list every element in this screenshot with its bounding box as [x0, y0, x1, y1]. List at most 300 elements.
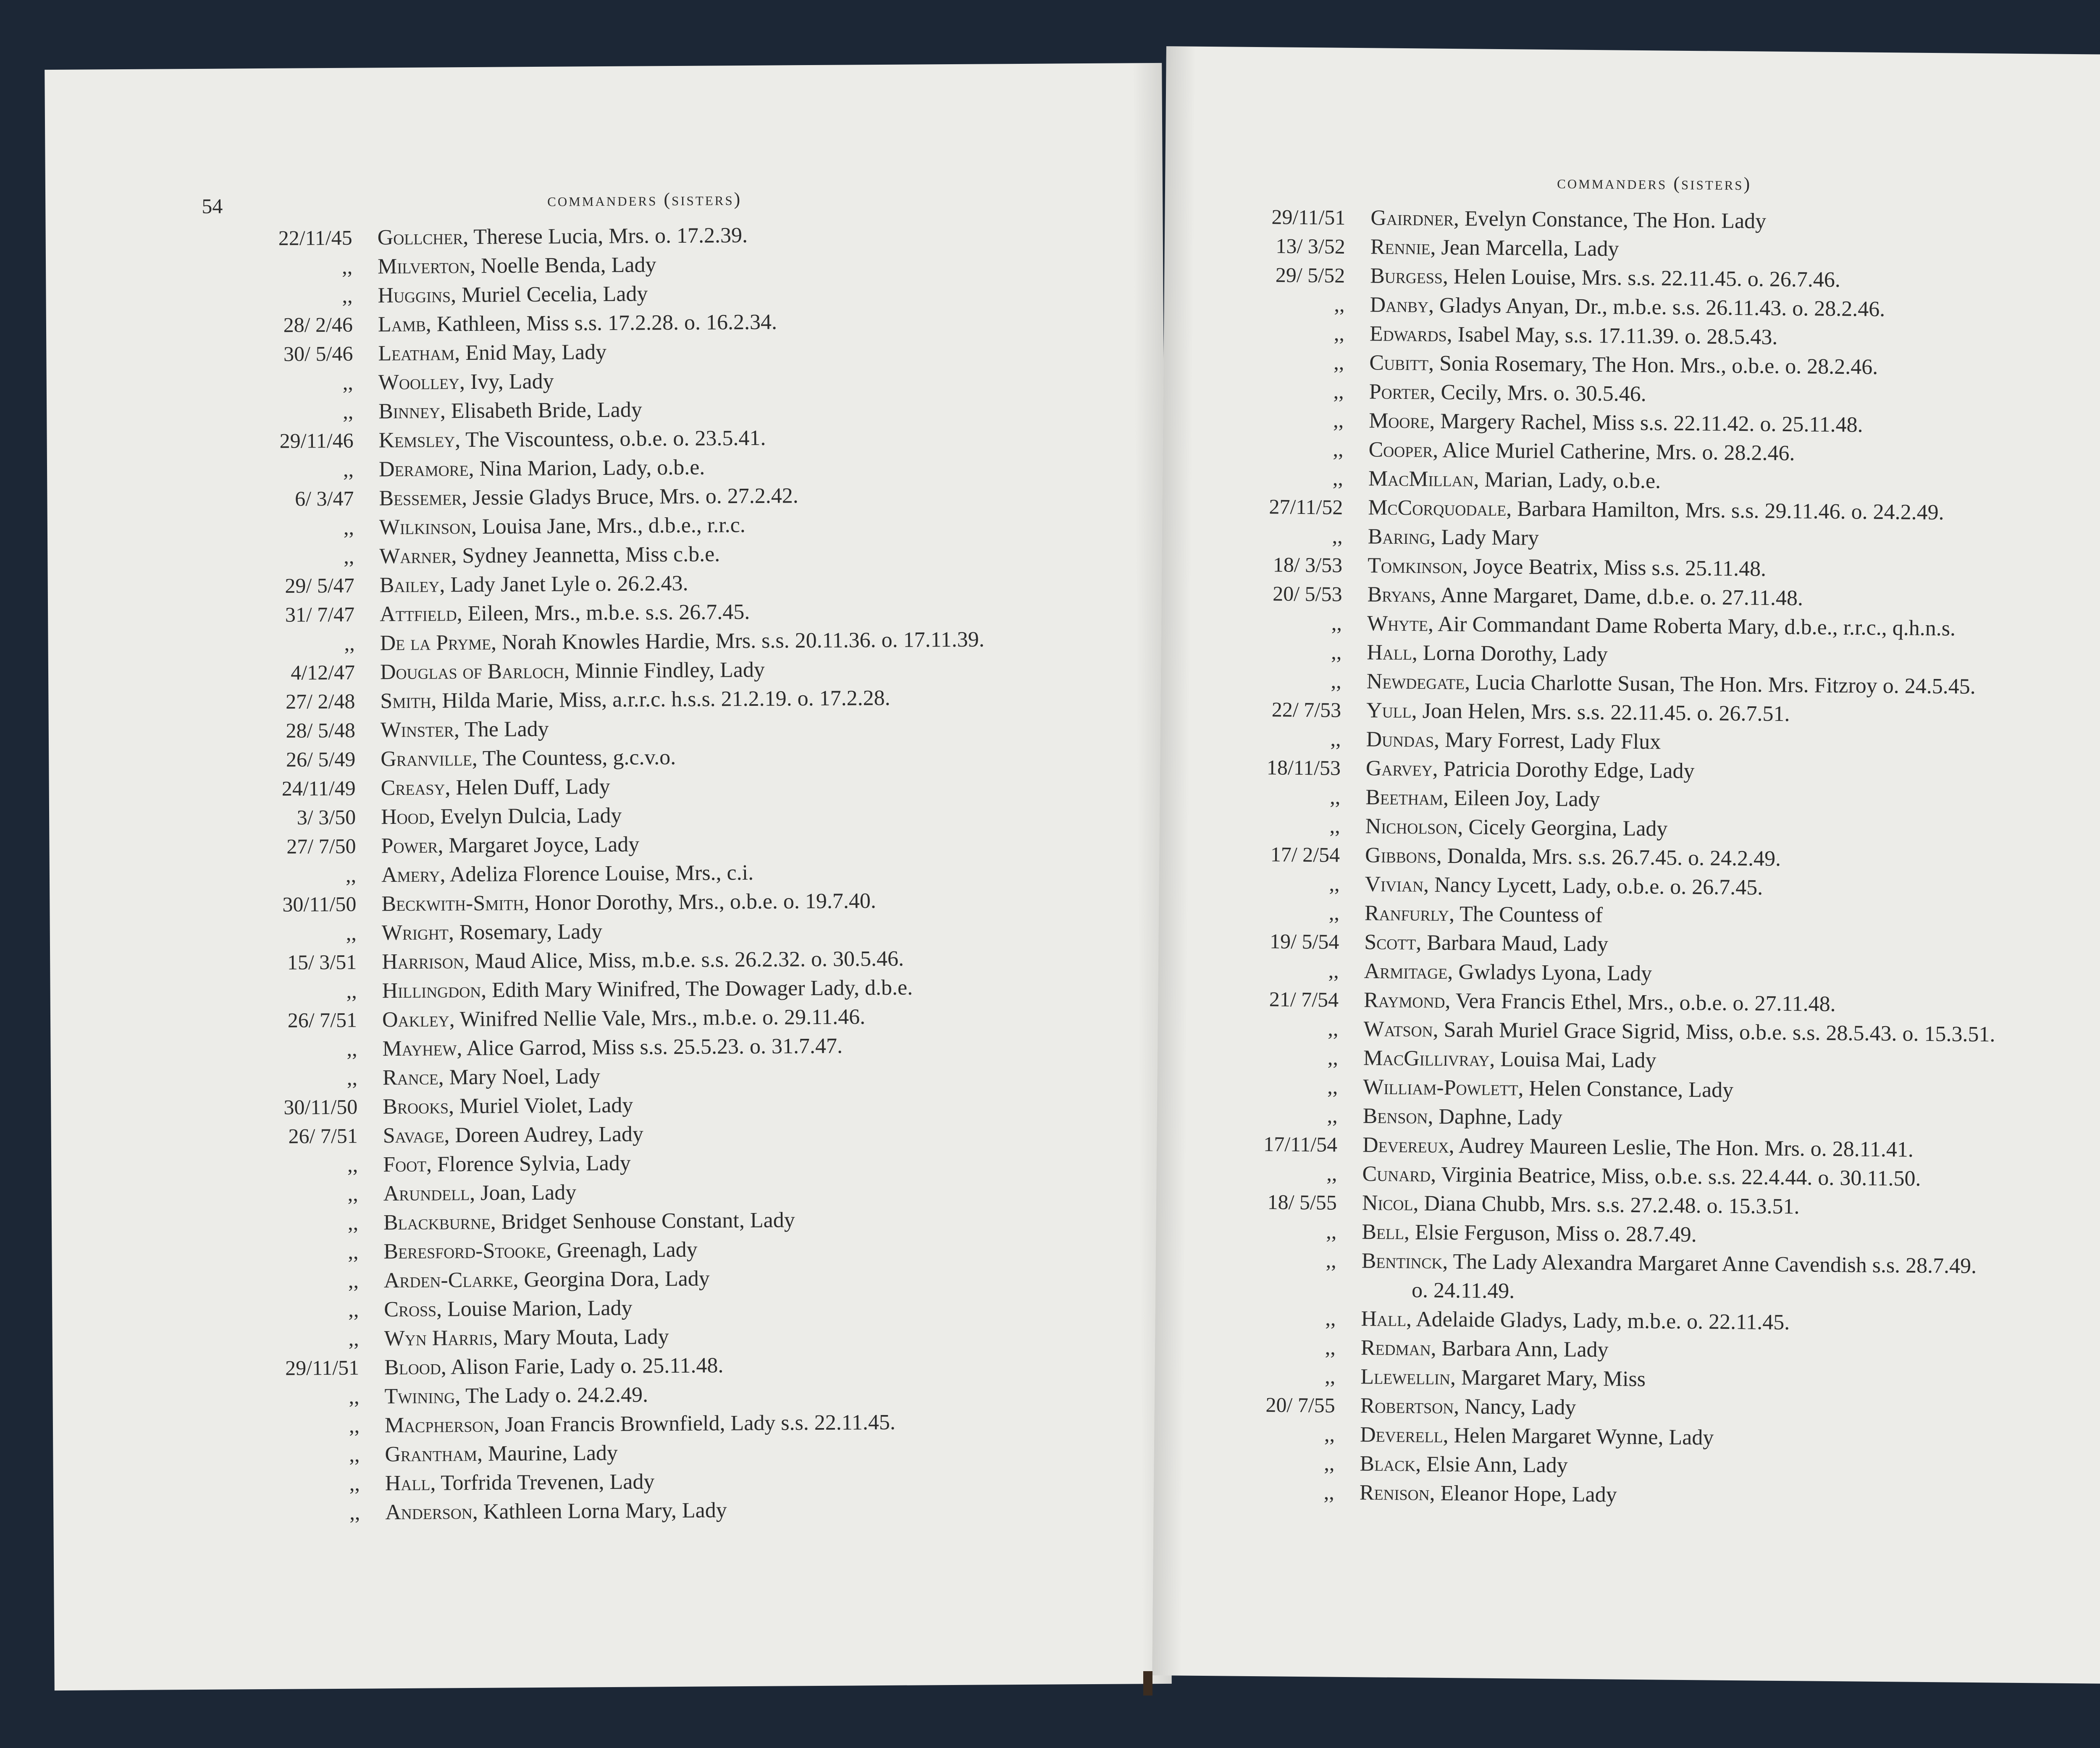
entry-date: 18/ 5/55	[1267, 1190, 1337, 1214]
entry-surname: Hall	[1367, 640, 1412, 665]
entry-date: ,,	[1324, 1451, 1335, 1475]
entry-date: ,,	[347, 1182, 358, 1206]
entry-text	[384, 1353, 724, 1380]
entry-text	[1368, 553, 1766, 581]
entry-text	[1370, 263, 1840, 292]
entry-details: , Jean Marcella, Lady	[1430, 235, 1619, 261]
entry-details: , Joyce Beatrix, Miss s.s. 25.11.48.	[1462, 554, 1767, 581]
entry-text	[1367, 611, 1956, 641]
entry-details: , Audrey Maureen Leslie, The Hon. Mrs. o. 28.11.41.	[1449, 1134, 1914, 1162]
entry-surname: Deramore	[378, 457, 469, 482]
entry-text	[381, 832, 639, 859]
entry-surname: Attfield	[379, 602, 457, 626]
entry-details: , Anne Margaret, Dame, d.b.e. o. 27.11.48.	[1431, 583, 1803, 611]
entry-surname: Gollcher	[377, 225, 463, 250]
entry-date: 28/ 2/46	[283, 312, 353, 337]
entry-surname: Warner	[379, 544, 452, 569]
entry-date: ,,	[348, 1297, 359, 1321]
entry-details: , Mary Noel, Lady	[438, 1064, 601, 1090]
entry-text	[1370, 321, 1778, 349]
entry-surname: Watson	[1363, 1017, 1433, 1042]
entry-text	[1365, 901, 1603, 928]
entry-text	[1363, 1046, 1656, 1073]
entry-text	[1368, 495, 1944, 525]
entry-surname: Mayhew	[382, 1036, 457, 1061]
entry-date: 29/ 5/47	[285, 573, 354, 598]
entry-details: , Norah Knowles Hardie, Mrs. s.s. 20.11.36. o. 17.11.39.	[491, 627, 984, 655]
entry-date: ,,	[1332, 524, 1343, 548]
entry-date: 27/11/52	[1269, 495, 1343, 519]
entry-surname: Hall	[385, 1471, 430, 1496]
entry-date: ,,	[342, 370, 353, 394]
entry-details: , The Countess of	[1449, 902, 1603, 928]
entry-details: , Isabel May, s.s. 17.11.39. o. 28.5.43.	[1446, 322, 1778, 349]
entry-details: , Greenagh, Lady	[546, 1237, 698, 1263]
entry-details: , Doreen Audrey, Lady	[444, 1122, 644, 1148]
entry-text	[380, 686, 890, 713]
entry-details: , Winifred Nellie Vale, Mrs., m.b.e. o. 29.11.46.	[449, 1005, 866, 1032]
entry-text	[1365, 843, 1781, 871]
entry-details: , Helen Louise, Mrs. s.s. 22.11.45. o. 26.7.46.	[1442, 264, 1841, 292]
entry-details: , Nancy Lycett, Lady, o.b.e. o. 26.7.45.	[1423, 873, 1763, 900]
entry-surname: Bailey	[379, 573, 440, 598]
entry-date: ,,	[349, 1471, 360, 1495]
entry-details: , Minnie Findley, Lady	[564, 658, 765, 683]
entry-date: ,,	[348, 1268, 359, 1292]
entry-surname: Redman	[1360, 1336, 1431, 1360]
entry-text	[379, 513, 746, 540]
entry-surname: Beetham	[1365, 785, 1444, 810]
entry-text	[1362, 1190, 1800, 1219]
entry-surname: Beckwith-Smith	[381, 891, 524, 916]
entry-details: , Joan, Lady	[469, 1180, 577, 1206]
entry-surname: Grantham	[385, 1441, 478, 1467]
entry-surname: Nicholson	[1365, 814, 1458, 839]
entry-text	[381, 888, 876, 916]
entry-details: , Alice Muriel Catherine, Mrs. o. 28.2.46.	[1433, 438, 1795, 466]
entry-text	[1367, 640, 1608, 667]
entry-date: 22/11/45	[278, 225, 352, 250]
entry-text	[378, 252, 656, 279]
entry-surname: De la Pryme	[380, 630, 491, 655]
entry-details: , Rosemary, Lady	[448, 920, 603, 945]
entry-date: ,,	[349, 1500, 360, 1524]
entry-text	[1370, 205, 1766, 233]
entry-text	[379, 483, 798, 511]
entry-date: ,,	[346, 1066, 358, 1090]
entry-surname: Yull	[1366, 698, 1412, 723]
entry-text	[1370, 234, 1619, 261]
entry-surname: Black	[1360, 1452, 1416, 1476]
entry-text	[1367, 669, 1976, 699]
entry-text	[1361, 1335, 1609, 1362]
entry-date: ,,	[1332, 466, 1344, 490]
book-edge-mark	[1143, 1671, 1152, 1696]
entry-surname: Tomkinson	[1367, 553, 1463, 579]
entry-surname: Amery	[381, 862, 440, 887]
entry-surname: Milverton	[377, 254, 470, 279]
entry-text	[378, 223, 748, 250]
entry-date: 19/ 5/54	[1269, 929, 1339, 954]
entry-text	[384, 1324, 669, 1351]
entry-text	[383, 1208, 795, 1235]
entry-surname: Burgess	[1370, 264, 1443, 288]
entry-details: , Therese Lucia, Mrs. o. 17.2.39.	[463, 223, 748, 249]
entry-date: 27/ 7/50	[286, 834, 356, 858]
entry-details: , Elsie Ferguson, Miss o. 28.7.49.	[1404, 1220, 1697, 1247]
entry-date: 30/ 5/46	[283, 341, 353, 366]
entry-date: 15/ 3/51	[287, 950, 357, 974]
entry-details: , Honor Dorothy, Mrs., o.b.e. o. 19.7.40.	[524, 889, 877, 915]
entry-surname: Leatham	[378, 341, 455, 366]
entry-date: ,,	[1333, 379, 1344, 403]
entry-text	[1362, 1219, 1697, 1247]
entry-details: , Cicely Georgina, Lady	[1457, 815, 1668, 841]
entry-surname: Blackburne	[383, 1210, 491, 1235]
entry-surname: Twining	[384, 1384, 455, 1409]
entry-surname: Ranfurly	[1364, 901, 1449, 926]
entry-details: , Adelaide Gladys, Lady, m.b.e. o. 22.11.45.	[1406, 1307, 1790, 1335]
entry-details: , The Countess, g.c.v.o.	[472, 745, 676, 770]
entry-details: , Barbara Hamilton, Mrs. s.s. 29.11.46. o. 24.2.49.	[1506, 497, 1944, 525]
entry-text	[1361, 1248, 1977, 1279]
entry-text	[1368, 437, 1795, 466]
entry-surname: Danby	[1370, 293, 1429, 317]
entry-date: ,,	[1333, 408, 1344, 432]
entry-text	[1366, 756, 1695, 784]
entry-date: ,,	[346, 1037, 357, 1061]
entry-date: ,,	[342, 283, 353, 307]
entry-details: , Virginia Beatrice, Miss, o.b.e. s.s. 22.4.44. o. 30.11.50.	[1430, 1162, 1921, 1191]
entry-text	[1368, 466, 1661, 493]
entry-text	[383, 1151, 631, 1177]
entry-date: ,,	[1328, 959, 1339, 983]
entry-date: 30/11/50	[282, 892, 357, 916]
entry-text	[1366, 727, 1661, 754]
entry-details: , Noelle Benda, Lady	[470, 253, 656, 278]
entry-surname: MacMillan	[1368, 466, 1474, 492]
entry-surname: Hood	[381, 805, 430, 829]
entry-details: , Eileen, Mrs., m.b.e. s.s. 26.7.45.	[457, 600, 750, 626]
entry-surname: Arundell	[383, 1181, 470, 1206]
entry-surname: Vivian	[1365, 872, 1424, 897]
entry-surname: Porter	[1369, 380, 1430, 404]
entry-text	[1362, 1132, 1914, 1162]
entry-surname: Bessemer	[379, 486, 462, 511]
entry-details: , Georgina Dora, Lady	[513, 1266, 710, 1292]
entry-details: , Lady Mary	[1430, 525, 1539, 550]
entry-date: ,,	[344, 631, 355, 655]
entry-details: , The Viscountess, o.b.e. o. 23.5.41.	[455, 426, 766, 452]
entry-surname: Moore	[1368, 409, 1430, 433]
entry-text	[1364, 930, 1608, 957]
entry-surname: Bentinck	[1361, 1249, 1443, 1274]
entry-text	[382, 919, 603, 945]
entry-details: , Louisa Mai, Lady	[1489, 1047, 1656, 1073]
entry-details: , Marian, Lady, o.b.e.	[1473, 467, 1661, 493]
entry-surname: Woolley	[378, 370, 460, 395]
entry-text	[1365, 814, 1668, 841]
entry-surname: Arden-Clarke	[383, 1268, 513, 1293]
entry-text	[1365, 785, 1600, 812]
entry-text	[381, 860, 754, 887]
entry-date: 18/11/53	[1266, 755, 1341, 780]
entry-list	[184, 223, 984, 1530]
entry-surname: Douglas of Barloch	[380, 659, 564, 684]
entry-text	[378, 340, 606, 366]
entry-surname: Cooper	[1368, 438, 1433, 462]
entry-surname: Power	[381, 833, 438, 858]
entry-surname: Nicol	[1362, 1191, 1413, 1216]
entry-date: ,,	[348, 1240, 359, 1263]
entry-date: ,,	[1323, 1480, 1335, 1504]
entry-date: 31/ 7/47	[285, 602, 355, 626]
entry-text	[382, 1034, 843, 1061]
entry-details: , Helen Duff, Lady	[445, 774, 610, 800]
entry-surname: Robertson	[1360, 1394, 1454, 1419]
entry-surname: Dundas	[1366, 727, 1434, 752]
entry-date: ,,	[1325, 1335, 1336, 1359]
entry-surname: Raymond	[1363, 988, 1445, 1013]
entry-date: ,,	[1326, 1161, 1337, 1185]
entry-text	[382, 1004, 865, 1032]
entry-surname: Edwards	[1369, 322, 1447, 346]
right-page	[1152, 46, 2100, 1685]
entry-text	[385, 1410, 895, 1438]
entry-surname: Scott	[1364, 930, 1416, 955]
entry-surname: MacGillivray	[1363, 1046, 1490, 1071]
entry-details: , Bridget Senhouse Constant, Lady	[490, 1208, 795, 1234]
entry-text	[1412, 1278, 1515, 1303]
running-head: commanders (sisters)	[547, 189, 742, 210]
entry-text	[1360, 1480, 1617, 1507]
entry-surname: Granville	[381, 746, 472, 771]
entry-text	[380, 658, 765, 685]
entry-text	[380, 571, 688, 598]
entry-text	[1360, 1364, 1646, 1392]
entry-surname: Rance	[382, 1065, 438, 1090]
entry-surname: Savage	[383, 1123, 444, 1148]
entry-surname: Benson	[1362, 1104, 1428, 1129]
entry-details: , The Lady o. 24.2.49.	[455, 1383, 648, 1408]
entry-date: ,,	[346, 921, 357, 945]
entry-details: , Nancy, Lady	[1454, 1394, 1576, 1420]
entry-details: , Joan Francis Brownfield, Lady s.s. 22.11.45.	[494, 1410, 896, 1437]
entry-details: , Sonia Rosemary, The Hon. Mrs., o.b.e. o. 28.2.46.	[1428, 351, 1878, 379]
entry-date: ,,	[1330, 727, 1341, 751]
entry-details: , The Lady	[454, 717, 549, 742]
entry-text	[1360, 1451, 1568, 1478]
entry-date: ,,	[1334, 321, 1345, 345]
entry-details: , Lucia Charlotte Susan, The Hon. Mrs. Fitzroy o. 24.5.45.	[1465, 670, 1976, 699]
entry-date: ,,	[1327, 1103, 1338, 1127]
entry-date: ,,	[348, 1326, 359, 1350]
entry-date: 29/ 5/52	[1275, 263, 1345, 287]
entry-date: ,,	[345, 863, 357, 887]
entry-details: , Gwladys Lyona, Lady	[1447, 960, 1652, 986]
entry-surname: Huggins	[378, 283, 451, 308]
entry-surname: Cross	[384, 1297, 437, 1322]
entry-text	[384, 1296, 633, 1322]
entry-surname: Devereux	[1362, 1133, 1449, 1158]
entry-text	[381, 803, 622, 830]
entry-date: ,,	[1331, 669, 1342, 693]
entry-text	[378, 369, 554, 395]
entry-date: ,,	[346, 979, 357, 1003]
entry-details: , Muriel Cecelia, Lady	[450, 282, 648, 307]
entry-text	[1363, 1074, 1733, 1103]
entry-details: , Barbara Maud, Lady	[1416, 930, 1609, 957]
entry-details: , Maud Alice, Miss, m.b.e. s.s. 26.2.32. o. 30.5.46.	[464, 946, 904, 974]
entry-details: , Mary Forrest, Lady Flux	[1433, 728, 1661, 754]
entry-details: , Kathleen Lorna Mary, Lady	[472, 1498, 727, 1524]
entry-date: ,,	[349, 1413, 360, 1437]
entry-text	[378, 310, 777, 337]
entry-date: 24/11/49	[281, 776, 356, 800]
entry-surname: Beresford-Stooke	[383, 1238, 546, 1264]
running-head: commanders (sisters)	[1557, 172, 1752, 194]
entry-date: ,,	[1328, 1017, 1339, 1040]
entry-surname: Oakley	[382, 1007, 449, 1032]
entry-text	[1363, 1017, 1995, 1047]
entry-date: 4/12/47	[291, 660, 355, 684]
entry-details: , Louise Marion, Lady	[436, 1296, 633, 1321]
entry-surname: Bell	[1362, 1220, 1404, 1245]
entry-date: 29/11/51	[1271, 205, 1346, 229]
entry-text	[379, 455, 705, 482]
entry-surname: Wilkinson	[379, 514, 472, 540]
entry-text	[1369, 379, 1646, 406]
entry-details: , Vera Francis Ethel, Mrs., o.b.e. o. 27.11.48.	[1445, 988, 1836, 1017]
entry-surname: Newdegate	[1366, 669, 1465, 694]
entry-details: , Maurine, Lady	[477, 1441, 618, 1466]
entry-date: ,,	[1326, 1248, 1337, 1272]
entry-surname: Whyte	[1367, 611, 1428, 636]
entry-date: ,,	[1331, 611, 1342, 635]
entry-details: , Barbara Ann, Lady	[1431, 1336, 1609, 1362]
entry-date: 17/ 2/54	[1270, 842, 1340, 867]
entry-date: 29/11/51	[285, 1355, 360, 1380]
entry-details: , Adeliza Florence Louise, Mrs., c.i.	[440, 860, 754, 887]
entry-date: 20/ 7/55	[1265, 1393, 1335, 1417]
entry-date: 18/ 3/53	[1273, 553, 1343, 577]
entry-text	[1363, 1103, 1563, 1130]
entry-details: , Margaret Joyce, Lady	[438, 832, 640, 858]
entry-surname: Blood	[384, 1355, 441, 1380]
entry-text	[379, 542, 720, 569]
entry-details: , Margery Rachel, Miss s.s. 22.11.42. o. 25.11.48.	[1429, 409, 1863, 437]
entry-details: , Eileen Joy, Lady	[1443, 786, 1600, 812]
entry-text	[1367, 582, 1803, 611]
entry-surname: Gairdner	[1370, 206, 1454, 231]
entry-text	[378, 426, 766, 453]
entry-text	[381, 774, 610, 800]
entry-surname: Wright	[381, 920, 449, 945]
entry-date: 21/ 7/54	[1269, 987, 1339, 1012]
entry-surname: Harrison	[382, 949, 464, 974]
entry-surname: Wyn Harris	[384, 1326, 493, 1351]
entry-date: ,,	[1329, 814, 1341, 838]
entry-details: , Nina Marion, Lady, o.b.e.	[468, 455, 705, 481]
entry-details: , Jessie Gladys Bruce, Mrs. o. 27.2.42.	[462, 484, 798, 510]
entry-details: , The Lady Alexandra Margaret Anne Cavendish s.s. 28.7.49.	[1442, 1249, 1977, 1279]
entry-details: , Sarah Muriel Grace Sigrid, Miss, o.b.e. s.s. 28.5.43. o. 15.3.51.	[1433, 1017, 1995, 1047]
entry-date	[1168, 1276, 1336, 1277]
entry-date: ,,	[341, 254, 353, 278]
entry-details: , Cecily, Mrs. o. 30.5.46.	[1430, 380, 1646, 406]
entry-text	[385, 1469, 655, 1496]
entry-details: , Enid May, Lady	[454, 340, 607, 365]
entry-date: ,,	[347, 1211, 359, 1234]
entry-surname: Smith	[380, 689, 431, 713]
entry-details: , Evelyn Constance, The Hon. Lady	[1453, 207, 1767, 233]
entry-text	[1369, 408, 1863, 437]
entry-date: ,,	[343, 515, 354, 539]
entry-date: 29/11/46	[279, 428, 354, 453]
entry-date: ,,	[343, 457, 354, 481]
entry-text	[1365, 872, 1763, 900]
entry-surname: William-Powlett	[1363, 1075, 1518, 1101]
entry-date: ,,	[347, 1153, 358, 1177]
entry-details: , Patricia Dorothy Edge, Lady	[1432, 757, 1695, 784]
entry-text	[385, 1441, 618, 1467]
entry-text	[385, 1498, 727, 1525]
entry-surname: Creasy	[381, 776, 445, 800]
entry-date: ,,	[343, 399, 354, 423]
entry-surname: Rennie	[1370, 235, 1431, 259]
entry-text	[1362, 1161, 1921, 1191]
entry-details: o. 24.11.49.	[1411, 1278, 1515, 1303]
entry-text	[378, 397, 642, 424]
entry-date: ,,	[1324, 1422, 1335, 1446]
entry-text	[383, 1180, 576, 1206]
entry-details: , Louisa Jane, Mrs., d.b.e., r.r.c.	[471, 513, 746, 539]
entry-surname: Brooks	[383, 1094, 449, 1119]
entry-text	[381, 717, 549, 742]
entry-date: 30/11/50	[284, 1095, 358, 1119]
entry-details: , Helen Constance, Lady	[1518, 1076, 1734, 1102]
left-page	[45, 63, 1172, 1690]
entry-details: , Elisabeth Bride, Lady	[440, 398, 642, 423]
entry-date: ,,	[349, 1442, 360, 1466]
entry-text	[1369, 350, 1878, 380]
entry-text	[381, 745, 676, 771]
entry-surname: Foot	[383, 1152, 427, 1177]
entry-details: , Hilda Marie, Miss, a.r.r.c. h.s.s. 21.2.19. o. 17.2.28.	[431, 686, 890, 713]
entry-surname: Macpherson	[384, 1413, 494, 1438]
entry-details: , Lorna Dorothy, Lady	[1412, 641, 1608, 667]
entry-text	[383, 1122, 644, 1148]
entry-date: 27/ 2/48	[285, 689, 355, 713]
entry-surname: Cubitt	[1369, 351, 1429, 375]
entry-details: , Gladys Anyan, Dr., m.b.e. s.s. 26.11.43. o. 28.2.46.	[1428, 293, 1885, 322]
entry-date: ,,	[1325, 1306, 1336, 1330]
entry-date: ,,	[1329, 872, 1340, 896]
entry-details: , Alice Garrod, Miss s.s. 25.5.23. o. 31.7.47.	[457, 1034, 843, 1061]
entry-date: ,,	[1334, 350, 1344, 374]
entry-date: ,,	[1326, 1219, 1337, 1243]
entry-details: , Evelyn Dulcia, Lady	[429, 803, 622, 829]
entry-details: , Eleanor Hope, Lady	[1429, 1481, 1617, 1507]
entry-date: 28/ 5/48	[286, 718, 356, 742]
entry-surname: Binney	[378, 399, 441, 424]
entry-details: , Lady Janet Lyle o. 26.2.43.	[439, 571, 688, 597]
entry-surname: Garvey	[1365, 756, 1433, 781]
entry-text	[1360, 1393, 1576, 1420]
page-number: 54	[202, 194, 223, 218]
entry-surname: Anderson	[385, 1500, 472, 1525]
entry-text	[384, 1266, 710, 1293]
